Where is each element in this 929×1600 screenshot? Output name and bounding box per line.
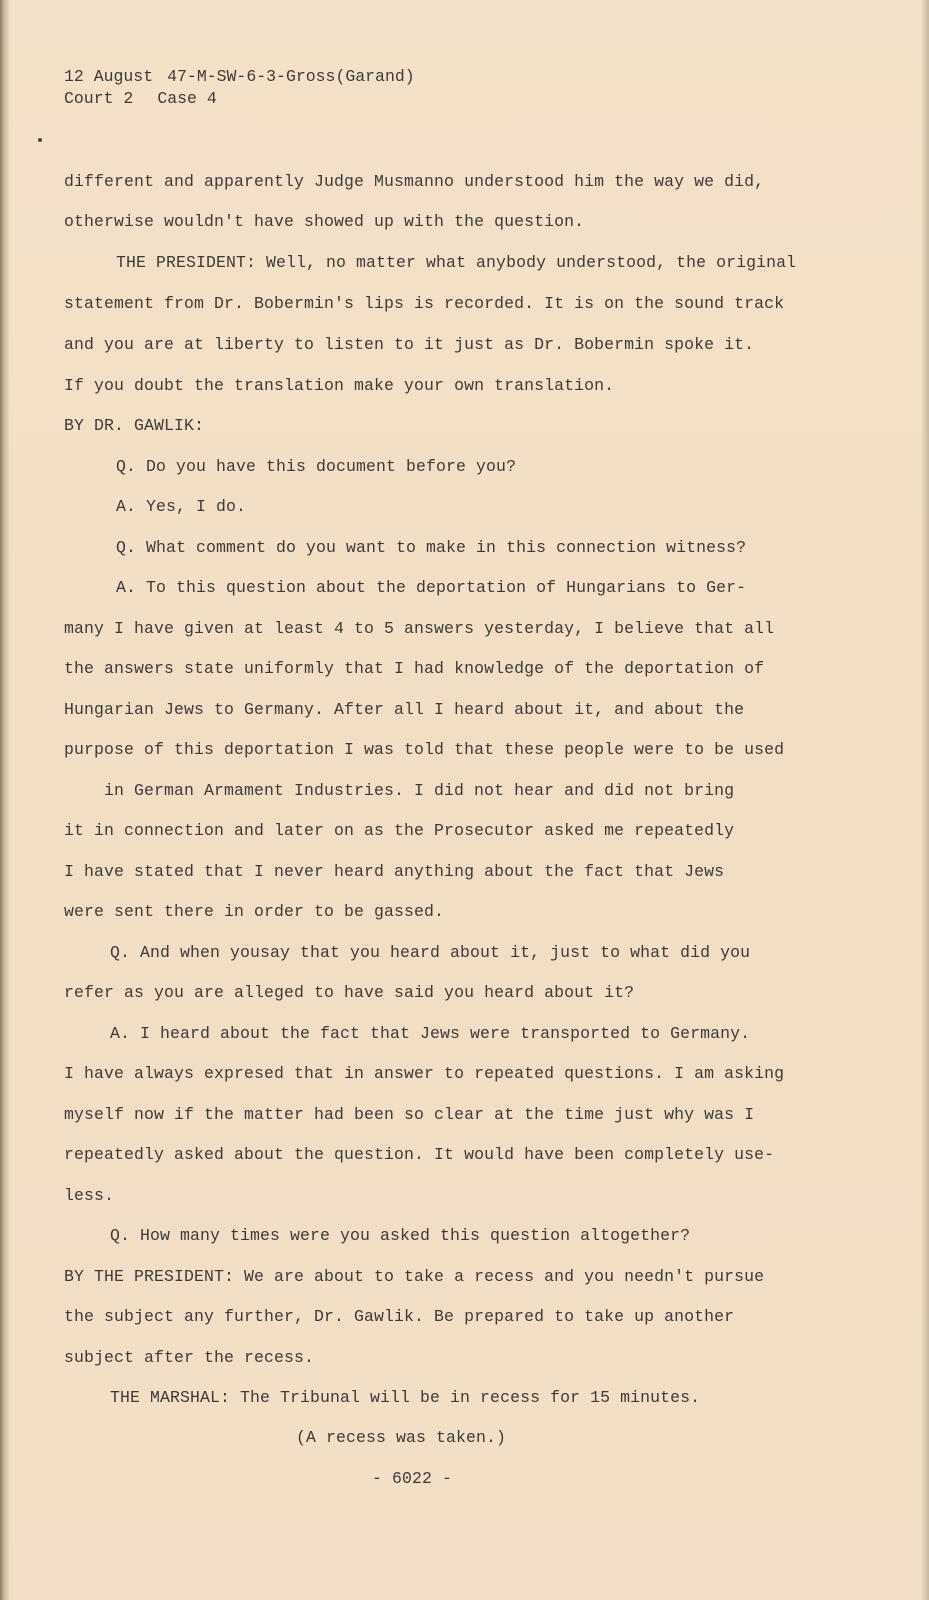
text-line: purpose of this deportation I was told that these people were to be used [64,740,785,759]
text-line: the subject any further, Dr. Gawlik. Be prepared to take up another [64,1307,735,1326]
text-line: Hungarian Jews to Germany. After all I heard about it, and about the [64,700,745,719]
text-line: many I have given at least 4 to 5 answers yesterday, I believe that all [64,619,775,638]
text-line: THE MARSHAL: The Tribunal will be in recess for 15 minutes. [110,1388,701,1407]
header-date: 12 August [64,67,154,86]
text-line: If you doubt the translation make your own translation. [64,376,615,395]
paper-left-edge [0,0,10,1600]
margin-mark [38,138,42,142]
text-line: BY THE PRESIDENT: We are about to take a recess and you needn't pursue [64,1267,765,1286]
text-line: Q. What comment do you want to make in this connection witness? [116,538,747,557]
text-line: were sent there in order to be gassed. [64,902,445,921]
header-case: Case 4 [157,89,217,108]
header-line-2 [64,88,415,110]
header-court: Court 2 [64,89,134,108]
text-line: (A recess was taken.) [296,1428,507,1447]
text-line: and you are at liberty to listen to it just as Dr. Bobermin spoke it. [64,335,755,354]
text-line: less. [64,1186,115,1205]
text-line: it in connection and later on as the Prosecutor asked me repeatedly [64,821,735,840]
text-line: myself now if the matter had been so clear at the time just why was I [64,1105,755,1124]
text-line: repeatedly asked about the question. It would have been completely use- [64,1145,775,1164]
text-line: Q. How many times were you asked this question altogether? [110,1226,691,1245]
header-reference: 47-M-SW-6-3-Gross(Garand) [167,67,415,86]
text-line: different and apparently Judge Musmanno understood him the way we did, [64,172,765,191]
text-line: in German Armament Industries. I did not hear and did not bring [104,781,735,800]
text-line: subject after the recess. [64,1348,315,1367]
paper-right-edge [921,0,929,1600]
text-line: I have stated that I never heard anything about the fact that Jews [64,862,725,881]
text-line: THE PRESIDENT: Well, no matter what anybody understood, the original [116,253,797,272]
text-line: the answers state uniformly that I had knowledge of the deportation of [64,659,765,678]
text-line: Q. And when yousay that you heard about it, just to what did you [110,943,751,962]
text-line: Q. Do you have this document before you? [116,457,517,476]
text-line: statement from Dr. Bobermin's lips is recorded. It is on the sound track [64,294,785,313]
text-line: A. I heard about the fact that Jews were transported to Germany. [110,1024,751,1043]
page-number: - 6022 - [372,1469,453,1488]
text-line: A. Yes, I do. [116,497,247,516]
page-header [64,66,415,110]
text-line: otherwise wouldn't have showed up with the question. [64,212,585,231]
text-line: I have always expresed that in answer to repeated questions. I am asking [64,1064,785,1083]
text-line: refer as you are alleged to have said you heard about it? [64,983,635,1002]
text-line: BY DR. GAWLIK: [64,416,205,435]
header-line-1 [64,66,415,88]
text-line: A. To this question about the deportation of Hungarians to Ger- [116,578,747,597]
